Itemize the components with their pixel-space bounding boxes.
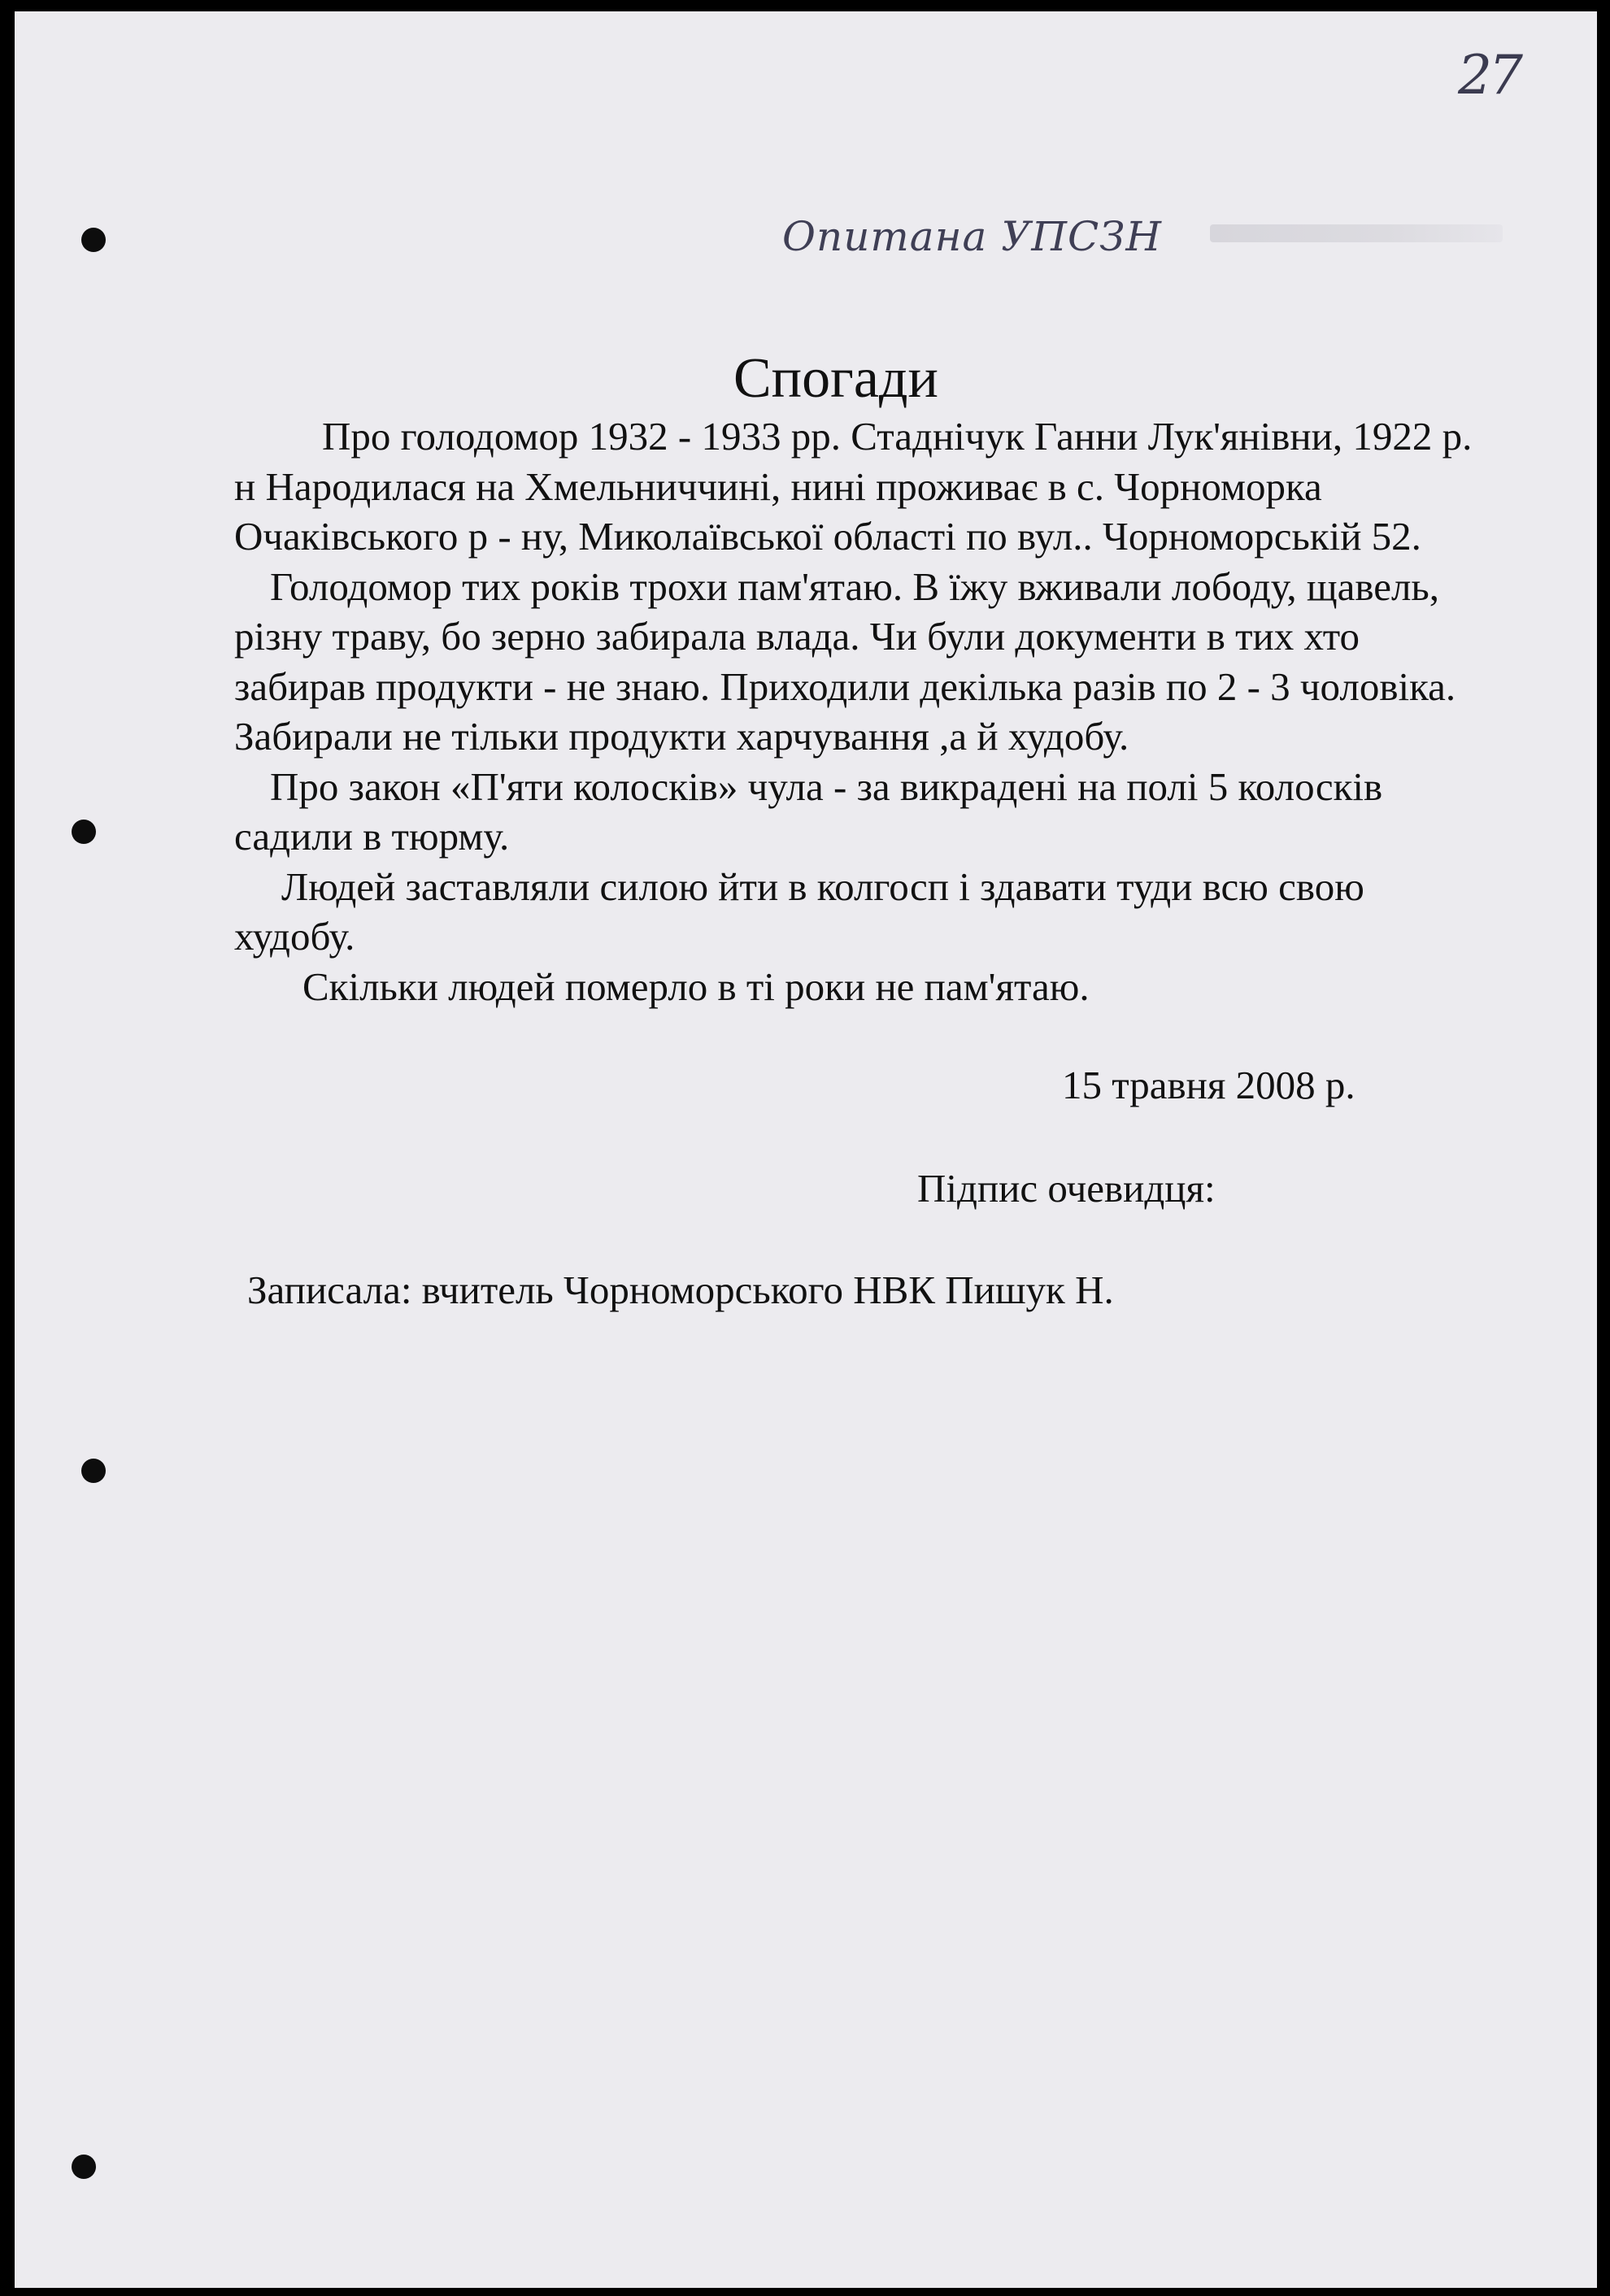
recorder-line: Записала: вчитель Чорноморського НВК Пишук Н. (247, 1268, 1114, 1312)
punch-hole (72, 2155, 96, 2179)
handwritten-note: Опитана УПСЗН (782, 213, 1163, 260)
blurred-note-area (1210, 224, 1503, 242)
document-date: 15 травня 2008 р. (1062, 1063, 1355, 1107)
paragraph-famine-memory: Голодомор тих років трохи пам'ятаю. В їжу вживали лободу, щавель, різну траву, бо зерно забирала влада. Чи були документи в тих хто забирав продукти - не знаю. Приходили декілька разів по 2 - 3 чоловіка. Забирали не тільки продукти харчування ,а й худобу. (234, 563, 1456, 759)
punch-hole (72, 820, 96, 844)
paragraph-deaths: Скільки людей померло в ті роки не пам'ятаю. (302, 963, 1090, 1009)
paragraph-five-spikelets-law: Про закон «П'яти колосків» чула - за викрадені на полі 5 колосків садили в тюрму. (234, 763, 1383, 859)
document-sheet (15, 11, 1597, 2288)
witness-signature-label: Підпис очевидця: (917, 1166, 1216, 1211)
handwritten-page-number: 27 (1458, 44, 1520, 107)
document-content (234, 346, 1486, 1313)
document-title: Спогади (733, 347, 938, 410)
paragraph-collective-farm: Людей заставляли силою йти в колгосп і здавати туди всю свою худобу. (234, 863, 1364, 959)
document-body (234, 411, 1486, 1011)
paragraph-intro: Про голодомор 1932 - 1933 рр. Стаднічук Ганни Лук'янівни, 1922 р. н Народилася на Хмельниччині, нині проживає в с. Чорноморка Очаківського р - ну, Миколаївської області по вул.. Чорноморській 52. (234, 414, 1473, 559)
punch-hole (81, 1459, 106, 1483)
punch-hole (81, 228, 106, 252)
